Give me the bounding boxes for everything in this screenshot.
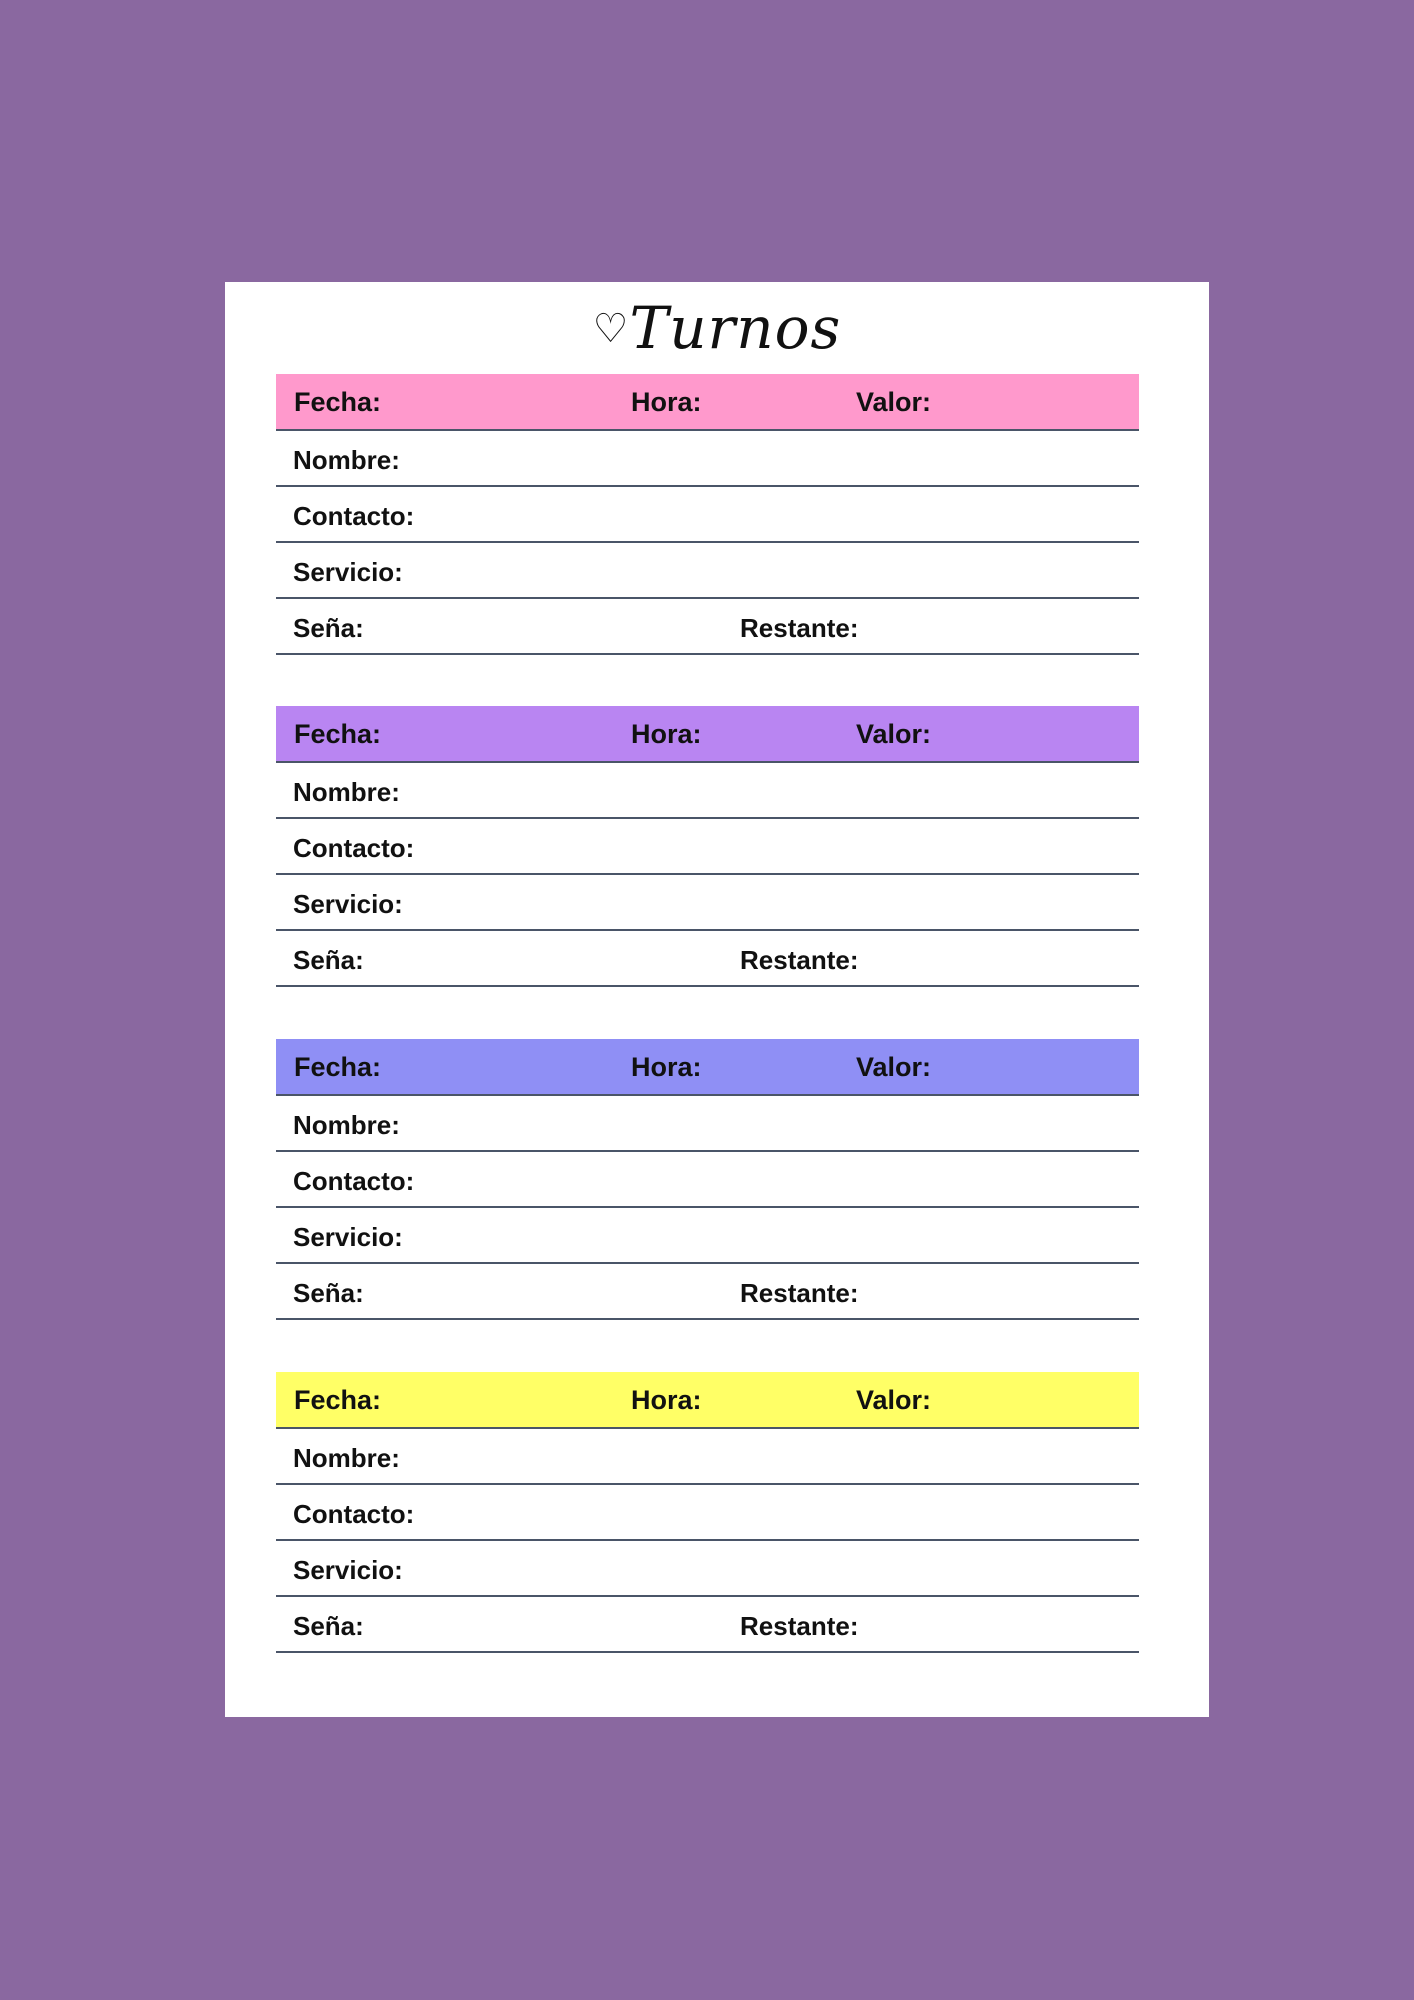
fecha-label: Fecha: [294,1385,382,1415]
nombre-field[interactable] [276,1096,1139,1152]
nombre-field[interactable] [276,763,1139,819]
sena-restante-field[interactable] [276,1264,1139,1320]
heart-icon: ♡ [592,306,630,352]
appointment-card-1 [276,374,1139,655]
contacto-label: Contacto: [293,833,415,863]
contacto-label: Contacto: [293,1499,415,1529]
restante-label: Restante: [740,613,859,643]
contacto-field[interactable] [276,487,1139,543]
fecha-label: Fecha: [294,719,382,749]
nombre-label: Nombre: [293,445,400,475]
hora-label: Hora: [631,719,702,749]
sena-label: Seña: [293,1278,364,1308]
page-title [225,294,1209,362]
servicio-field[interactable] [276,1541,1139,1597]
card-header [276,706,1139,763]
card-header [276,1372,1139,1429]
hora-label: Hora: [631,387,702,417]
hora-label: Hora: [631,1385,702,1415]
appointment-sheet [225,282,1209,1717]
restante-label: Restante: [740,1278,859,1308]
card-header [276,1039,1139,1096]
servicio-field[interactable] [276,543,1139,599]
valor-label: Valor: [856,1052,932,1082]
appointment-card-4 [276,1372,1139,1653]
contacto-field[interactable] [276,1152,1139,1208]
contacto-label: Contacto: [293,1166,415,1196]
valor-label: Valor: [856,387,932,417]
servicio-label: Servicio: [293,1555,403,1585]
sena-label: Seña: [293,945,364,975]
card-header [276,374,1139,431]
nombre-field[interactable] [276,1429,1139,1485]
contacto-field[interactable] [276,819,1139,875]
nombre-label: Nombre: [293,1110,400,1140]
nombre-field[interactable] [276,431,1139,487]
nombre-label: Nombre: [293,777,400,807]
sena-restante-field[interactable] [276,1597,1139,1653]
restante-label: Restante: [740,1611,859,1641]
contacto-label: Contacto: [293,501,415,531]
fecha-label: Fecha: [294,1052,382,1082]
servicio-field[interactable] [276,1208,1139,1264]
valor-label: Valor: [856,1385,932,1415]
fecha-label: Fecha: [294,387,382,417]
contacto-field[interactable] [276,1485,1139,1541]
servicio-field[interactable] [276,875,1139,931]
servicio-label: Servicio: [293,1222,403,1252]
servicio-label: Servicio: [293,889,403,919]
sena-label: Seña: [293,613,364,643]
appointment-card-3 [276,1039,1139,1320]
hora-label: Hora: [631,1052,702,1082]
nombre-label: Nombre: [293,1443,400,1473]
sena-restante-field[interactable] [276,931,1139,987]
sena-label: Seña: [293,1611,364,1641]
valor-label: Valor: [856,719,932,749]
sena-restante-field[interactable] [276,599,1139,655]
restante-label: Restante: [740,945,859,975]
appointment-card-2 [276,706,1139,987]
title-text: Turnos [629,294,842,362]
servicio-label: Servicio: [293,557,403,587]
